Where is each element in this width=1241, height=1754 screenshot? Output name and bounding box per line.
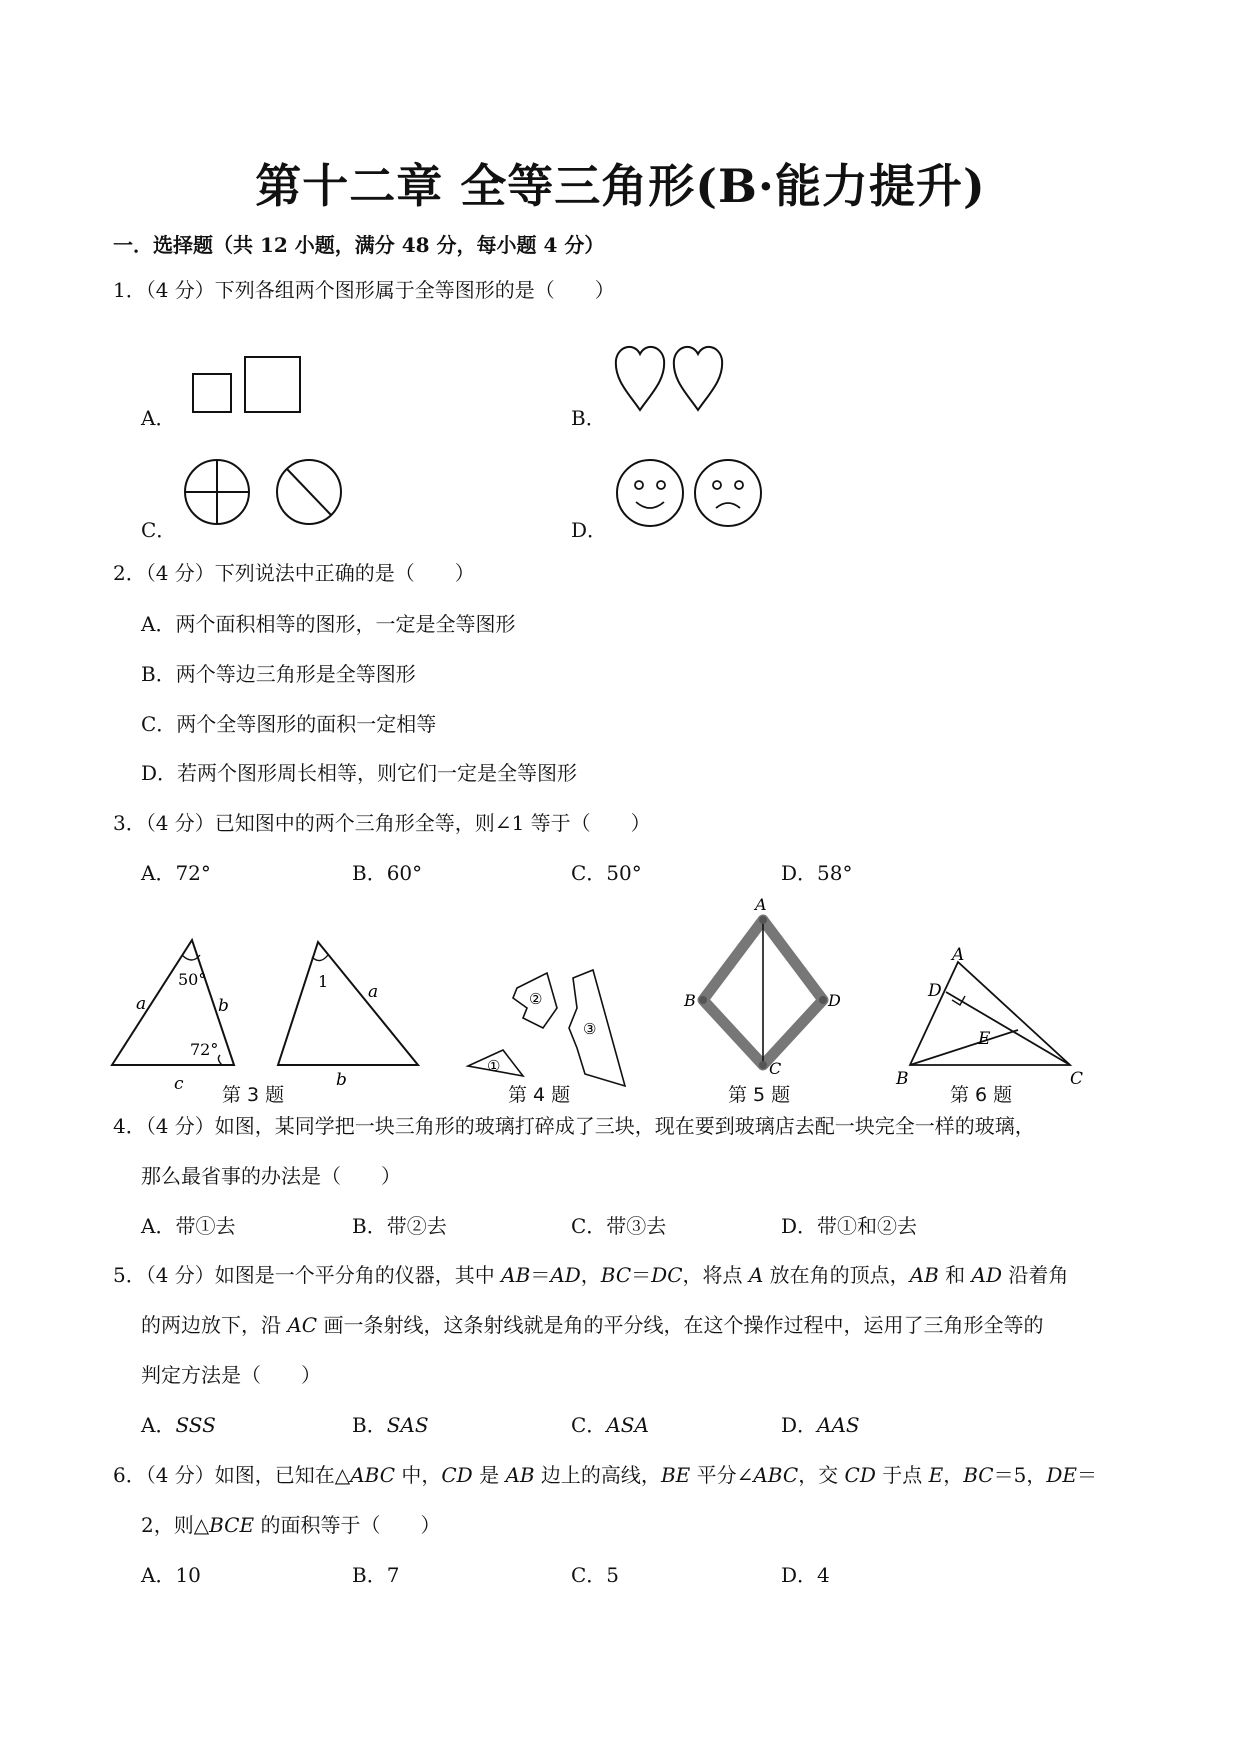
q1-option-d[interactable]: D． <box>571 518 608 542</box>
q4-option-b[interactable]: B．带②去 <box>352 1214 447 1238</box>
fig5-label-B: B <box>684 991 696 1010</box>
figure-5-bisector-tool <box>680 895 841 1078</box>
fig3-angle-72: 72° <box>190 1040 219 1059</box>
figure-6-triangle <box>890 945 1090 1089</box>
figure-4-glass-pieces <box>465 968 635 1093</box>
fig3-label-a-right: a <box>368 982 379 1002</box>
fig5-label-C: C <box>769 1059 782 1078</box>
q2-option-b[interactable]: B．两个等边三角形是全等图形 <box>141 662 416 686</box>
q1-figure-b-hearts <box>612 340 727 412</box>
q1-figure-a-squares <box>190 355 305 415</box>
q5-option-c[interactable]: C．ASA <box>571 1413 649 1437</box>
fig5-label-D: D <box>828 991 841 1010</box>
q4-option-d[interactable]: D．带①和②去 <box>781 1214 918 1238</box>
q4-option-a[interactable]: A．带①去 <box>141 1214 236 1238</box>
q5-option-a[interactable]: A．SSS <box>141 1413 216 1437</box>
q6-option-d[interactable]: D．4 <box>781 1563 830 1587</box>
q2-option-c[interactable]: C．两个全等图形的面积一定相等 <box>141 712 437 736</box>
fig3-angle-50: 50° <box>178 970 207 989</box>
q3-stem: 3．（4 分）已知图中的两个三角形全等，则∠1 等于（ ） <box>113 811 651 835</box>
fig3-label-c-left: c <box>174 1074 184 1094</box>
q1-option-a[interactable]: A． <box>141 406 176 430</box>
q4-stem-line1: 4．（4 分）如图，某同学把一块三角形的玻璃打碎成了三块，现在要到玻璃店去配一块完全一样的玻璃， <box>113 1114 1035 1138</box>
fig4-piece-1: ① <box>487 1057 501 1075</box>
fig3-label-a-left: a <box>136 994 147 1014</box>
q5-stem-line2: 的两边放下，沿 AC 画一条射线，这条射线就是角的平分线，在这个操作过程中，运用了三角形全等的 <box>141 1313 1044 1337</box>
figure-6-caption: 第 6 题 <box>950 1084 1013 1106</box>
q5-stem-line1: 5．（4 分）如图是一个平分角的仪器，其中 AB＝AD，BC＝DC，将点 A 放在角的顶点，AB 和 AD 沿着角 <box>113 1263 1069 1287</box>
q6-stem-line1: 6．（4 分）如图，已知在△ABC 中，CD 是 AB 边上的高线，BE 平分∠ABC，交 CD 于点 E，BC＝5，DE＝ <box>113 1463 1097 1487</box>
q5-stem-line3: 判定方法是（ ） <box>141 1363 321 1387</box>
q5-option-b[interactable]: B．SAS <box>352 1413 429 1437</box>
q1-option-b[interactable]: B． <box>571 406 606 430</box>
fig4-piece-3: ③ <box>583 1020 597 1038</box>
q2-option-d[interactable]: D．若两个图形周长相等，则它们一定是全等图形 <box>141 761 578 785</box>
q6-option-c[interactable]: C．5 <box>571 1563 620 1587</box>
fig6-label-E: E <box>978 1029 991 1049</box>
fig5-label-A: A <box>755 895 767 914</box>
q3-option-d[interactable]: D．58° <box>781 861 853 885</box>
q3-option-c[interactable]: C．50° <box>571 861 642 885</box>
q2-stem: 2．（4 分）下列说法中正确的是（ ） <box>113 561 475 585</box>
q6-stem-line2: 2，则△BCE 的面积等于（ ） <box>141 1513 441 1537</box>
fig4-piece-2: ② <box>529 990 543 1008</box>
figure-3-caption: 第 3 题 <box>222 1084 285 1106</box>
figure-4-caption: 第 4 题 <box>508 1084 571 1106</box>
q6-option-a[interactable]: A．10 <box>141 1563 201 1587</box>
fig3-angle-1: 1 <box>318 972 329 991</box>
fig3-label-b-right: b <box>336 1070 347 1090</box>
q1-figure-d-faces <box>615 458 765 528</box>
page-title: 第十二章 全等三角形(B·能力提升) <box>255 159 986 213</box>
q4-option-c[interactable]: C．带③去 <box>571 1214 667 1238</box>
fig6-label-B: B <box>896 1069 909 1089</box>
q5-option-d[interactable]: D．AAS <box>781 1413 860 1437</box>
fig3-label-b-left: b <box>218 996 229 1016</box>
fig6-label-D: D <box>928 981 942 1001</box>
section-heading: 一．选择题（共 12 小题，满分 48 分，每小题 4 分） <box>113 233 605 257</box>
fig6-label-A: A <box>952 945 965 965</box>
q1-figure-c-circles <box>183 458 348 528</box>
q3-option-b[interactable]: B．60° <box>352 861 423 885</box>
q4-stem-line2: 那么最省事的办法是（ ） <box>141 1164 401 1188</box>
figure-5-caption: 第 5 题 <box>728 1084 791 1106</box>
q2-option-a[interactable]: A．两个面积相等的图形，一定是全等图形 <box>141 612 516 636</box>
figure-3-triangles <box>110 935 430 1094</box>
q6-option-b[interactable]: B．7 <box>352 1563 400 1587</box>
q3-option-a[interactable]: A．72° <box>141 861 211 885</box>
fig6-label-C: C <box>1070 1069 1084 1089</box>
q1-stem: 1．（4 分）下列各组两个图形属于全等图形的是（ ） <box>113 278 615 302</box>
q1-option-c[interactable]: C． <box>141 518 177 542</box>
